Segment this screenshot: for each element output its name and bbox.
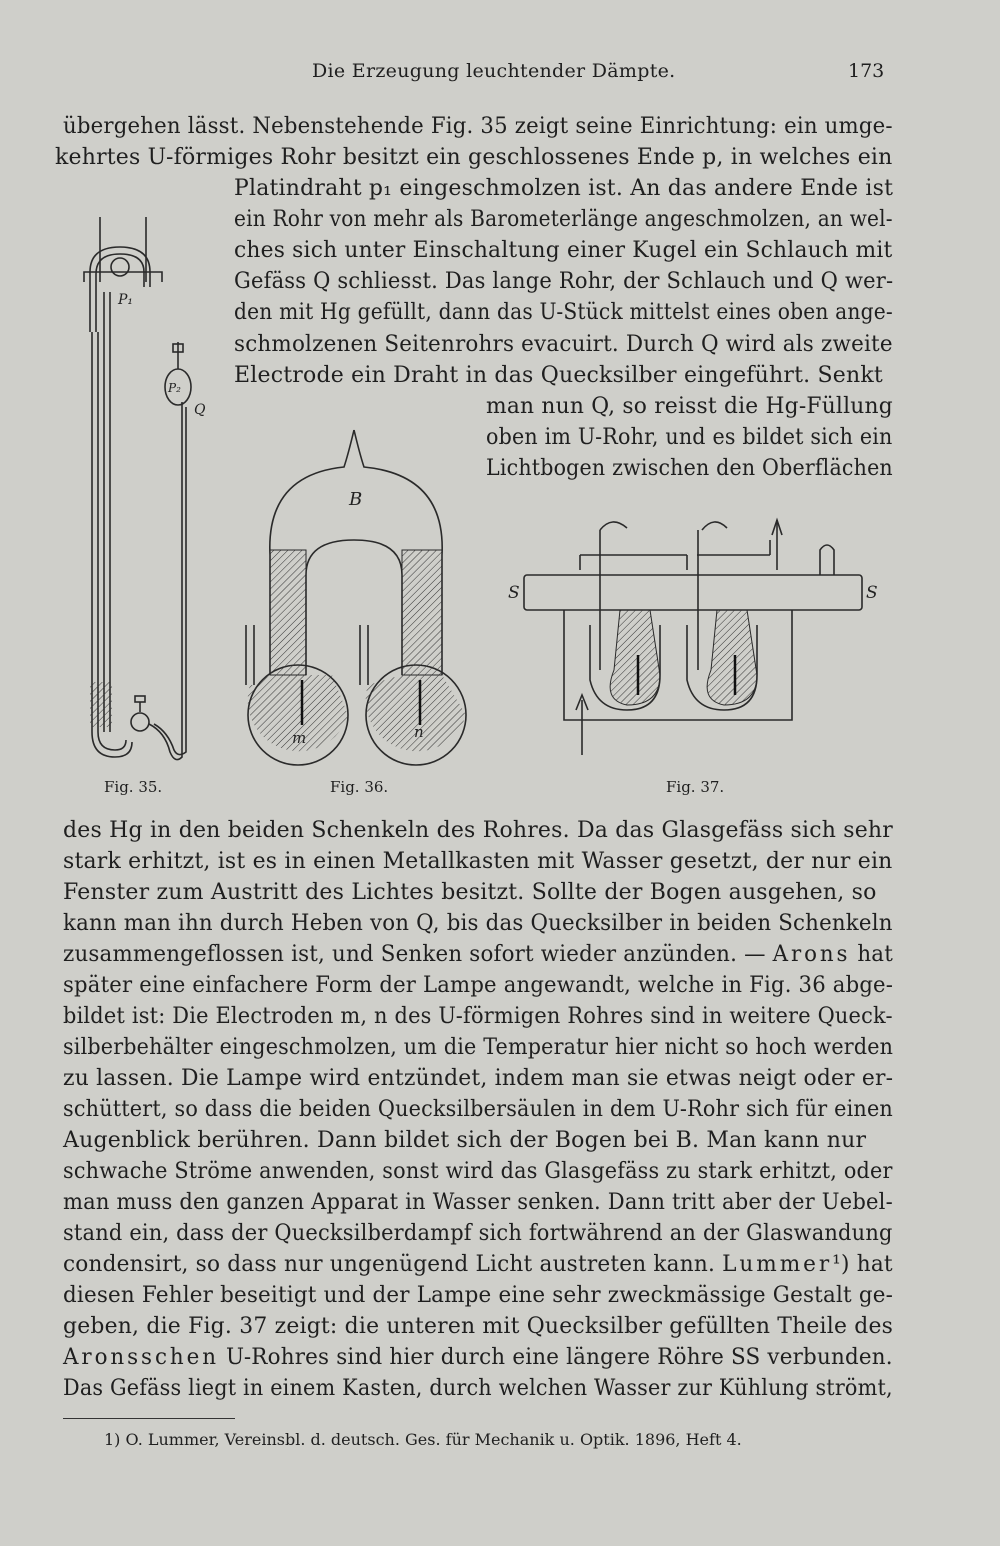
- text-line: oben im U-Rohr, und es bildet sich ein: [486, 425, 893, 450]
- text-line: den mit Hg gefüllt, dann das U-Stück mittelst eines oben ange-: [234, 300, 893, 325]
- text-line: man muss den ganzen Apparat in Wasser senken. Dann tritt aber der Uebel-: [63, 1190, 893, 1215]
- text-line: schüttert, so dass die beiden Quecksilbersäulen in dem U-Rohr sich für einen: [63, 1097, 893, 1122]
- text-line: zu lassen. Die Lampe wird entzündet, indem man sie etwas neigt oder er-: [63, 1066, 894, 1091]
- figure-35: [70, 212, 230, 772]
- footnote-rule: [63, 1418, 235, 1419]
- text-line: ein Rohr von mehr als Barometerlänge angeschmolzen, an wel-: [234, 207, 893, 232]
- text-line: schwache Ströme anwenden, sonst wird das Glasgefäss zu stark erhitzt, oder: [63, 1159, 893, 1184]
- text-line: schmolzenen Seitenrohrs evacuirt. Durch Q wird als zweite: [234, 332, 893, 357]
- label-p2: P₂: [168, 381, 181, 395]
- text-line: zusammengeflossen ist, und Senken sofort wieder anzünden. — Arons hat: [63, 942, 894, 967]
- text-line: Das Gefäss liegt in einem Kasten, durch welchen Wasser zur Kühlung strömt,: [63, 1376, 893, 1401]
- label-q: Q: [194, 402, 206, 418]
- caption-fig-35: Fig. 35.: [104, 778, 163, 796]
- page-number: 173: [848, 60, 885, 82]
- text-line: bildet ist: Die Electroden m, n des U-förmigen Rohres sind in weitere Queck-: [63, 1004, 893, 1029]
- text-line: Fenster zum Austritt des Lichtes besitzt. Sollte der Bogen ausgehen, so: [63, 880, 877, 905]
- footnote: 1) O. Lummer, Vereinsbl. d. deutsch. Ges. für Mechanik u. Optik. 1896, Heft 4.: [104, 1430, 742, 1449]
- text-line: kann man ihn durch Heben von Q, bis das Quecksilber in beiden Schenkeln: [63, 911, 893, 936]
- label-p1: P₁: [118, 292, 134, 308]
- text-line: Electrode ein Draht in das Quecksilber eingeführt. Senkt: [234, 363, 883, 388]
- text-line: man nun Q, so reisst die Hg-Füllung: [486, 394, 893, 419]
- text-line: geben, die Fig. 37 zeigt: die unteren mit Quecksilber gefüllten Theile des: [63, 1314, 894, 1339]
- name-arons: Arons: [772, 942, 851, 967]
- caption-fig-36: Fig. 36.: [330, 778, 389, 796]
- text-line: des Hg in den beiden Schenkeln des Rohres. Da das Glasgefäss sich sehr: [63, 818, 893, 843]
- name-lummer: Lummer: [722, 1252, 833, 1277]
- text-line: stark erhitzt, ist es in einen Metallkasten mit Wasser gesetzt, der nur ein: [63, 849, 893, 874]
- label-s-right: S: [866, 583, 878, 603]
- text-line: übergehen lässt. Nebenstehende Fig. 35 zeigt seine Einrichtung: ein umge-: [63, 114, 893, 139]
- text-line: Platindraht p₁ eingeschmolzen ist. An das andere Ende ist: [234, 176, 894, 201]
- figure-37: [502, 510, 887, 772]
- running-title: Die Erzeugung leuchtender Dämpte.: [312, 60, 676, 82]
- caption-fig-37: Fig. 37.: [666, 778, 725, 796]
- text-line: stand ein, dass der Quecksilberdampf sich fortwährend an der Glaswandung: [63, 1221, 893, 1246]
- text-line: ches sich unter Einschaltung einer Kugel ein Schlauch mit: [234, 238, 893, 263]
- text-line: condensirt, so dass nur ungenügend Licht austreten kann. Lummer¹) hat: [63, 1252, 893, 1277]
- name-aronsschen: Aronsschen: [63, 1345, 219, 1370]
- text-line: diesen Fehler beseitigt und der Lampe eine sehr zweckmässige Gestalt ge-: [63, 1283, 894, 1308]
- text-line: Aronsschen U-Rohres sind hier durch eine längere Röhre SS verbunden.: [63, 1345, 893, 1370]
- label-m: m: [292, 729, 307, 747]
- text-line: Augenblick berühren. Dann bildet sich der Bogen bei B. Man kann nur: [63, 1128, 867, 1153]
- text-line: Lichtbogen zwischen den Oberflächen: [486, 456, 893, 481]
- label-n: n: [414, 723, 424, 741]
- label-s-left: S: [508, 583, 520, 603]
- text-line: Gefäss Q schliesst. Das lange Rohr, der Schlauch und Q wer-: [234, 269, 894, 294]
- text-line: kehrtes U-förmiges Rohr besitzt ein geschlossenes Ende p, in welches ein: [55, 145, 893, 170]
- text-line: später eine einfachere Form der Lampe angewandt, welche in Fig. 36 abge-: [63, 973, 894, 998]
- text-line: silberbehälter eingeschmolzen, um die Temperatur hier nicht so hoch werden: [63, 1035, 894, 1060]
- figure-36: [236, 425, 480, 770]
- label-b: B: [349, 489, 363, 510]
